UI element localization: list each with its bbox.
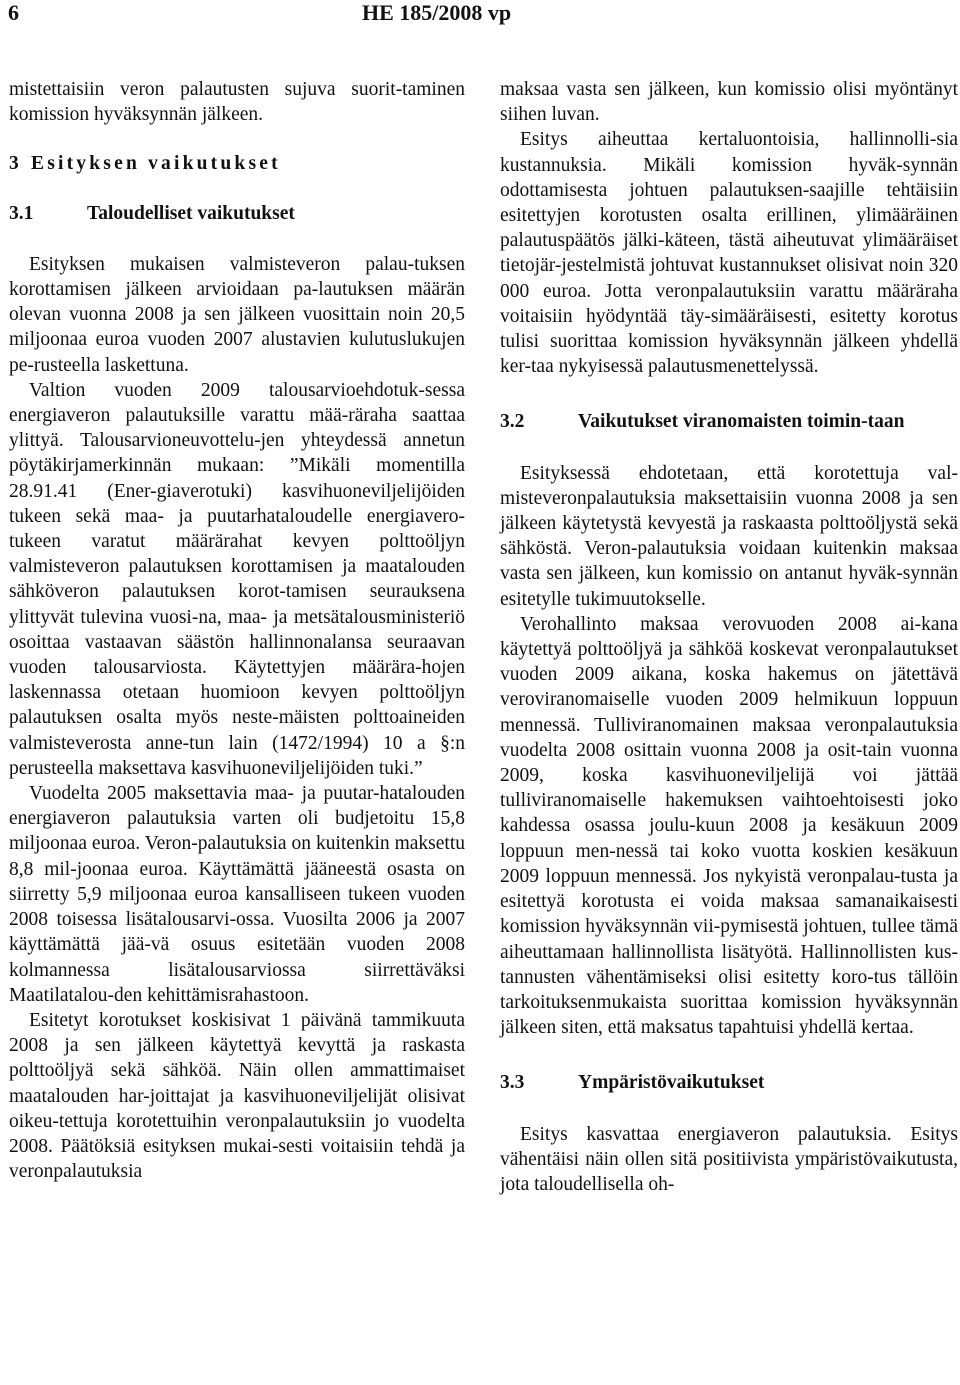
subsection-heading-3-1 <box>9 201 465 226</box>
subsection-title: Vaikutukset viranomaisten toimin-taan <box>578 411 905 433</box>
page-number: 6 <box>8 0 19 25</box>
continuation-paragraph: maksaa vasta sen jälkeen, kun komissio olisi myöntänyt siihen luvan. <box>500 79 958 126</box>
page-header <box>0 0 960 30</box>
document-id: HE 185/2008 vp <box>362 0 512 25</box>
subsection-heading-3-2 <box>500 409 958 434</box>
paragraph: Esityksen mukaisen valmisteveron palau-tuksen korottamisen jälkeen arvioidaan pa-lautuksen määrän olevan vuonna 2008 ja sen jälkeen vuosittain noin 20,5 miljoonaa euroa vuoden 2007 alustavien kulutuslukujen pe-rusteella laskettuna. <box>9 253 465 376</box>
subsection-heading-3-3 <box>500 1070 958 1095</box>
paragraph: Esityksessä ehdotetaan, että korotettuja val-misteveronpalautuksia maksettaisiin vuonna 2008 ja sen jälkeen käytetystä kevyestä ja raskaasta polttoöljystä sekä sähköstä. Veron-palautuksia voidaan kuitenkin maksaa vasta sen jälkeen, kun komissio on antanut hyväk-synnän esitetylle tukimuutokselle. <box>500 462 958 610</box>
subsection-title: Ympäristövaikutukset <box>578 1072 765 1094</box>
section-title: Esityksen vaikutukset <box>31 153 281 175</box>
left-column <box>9 77 465 1184</box>
section-heading <box>9 151 465 176</box>
paragraph: Esitys kasvattaa energiaveron palautuksia. Esitys vähentäisi näin ollen sitä positiivista ympäristövaikutusta, jota taloudellisella oh- <box>500 1123 958 1195</box>
subsection-number: 3.3 <box>500 1072 525 1094</box>
paragraph: Vuodelta 2005 maksettavia maa- ja puutar-hatalouden energiaveron palautuksia varten oli budjetoitu 15,8 miljoonaa euroa. Veron-palautuksia on kuitenkin maksettu 8,8 mil-joonaa euroa. Käyttämättä jääneestä osasta on siirretty 5,9 miljoonaa euroa kansalliseen tukeen vuoden 2008 toisessa lisätalousarvi-ossa. Vuosilta 2006 ja 2007 käyttämättä jää-vä osuus esitetään vuoden 2008 kolmannessa lisätalousarviossa siirrettäväksi Maatilatalou-den kehittämisrahastoon. <box>9 783 465 1006</box>
intro-paragraph: mistettaisiin veron palautusten sujuva suorit-taminen komission hyväksynnän jälkeen. <box>9 79 465 126</box>
subsection-title: Taloudelliset vaikutukset <box>87 202 295 224</box>
paragraph: Verohallinto maksaa verovuoden 2008 ai-kana käytettyä polttoöljyä ja sähköä koskevat veronpalautukset vuoden 2009 aikana, koska hakemus on jätettävä veroviranomaiselle vuoden 2009 helmikuun loppuun mennessä. Tulliviranomainen maksaa veronpalautuksia vuodelta 2008 osittain vuonna 2008 ja osit-tain vuonna 2009, koska kasvihuoneviljelijä voi jättää tulliviranomaiselle hakemuksen vaihtoehtoisesti joko kahdessa osassa joulu-kuun 2008 ja kesäkuun 2009 loppuun men-nessä tai koko vuotta koskien kesäkuun 2009 loppuun mennessä. Jos nykyistä veronpalau-tusta ja esitettyä korotusta ei voida maksaa samanaikaisesti komission hyväksynnän vii-pymisestä johtuen, tullee tämä aiheuttamaan hallinnollista lisätyötä. Hallinnollisten kus-tannusten vähentämiseksi olisi esitetty koro-tus tällöin tarkoituksenmukaista suorittaa komission hyväksynnän jälkeen siten, että maksatus tapahtuisi yhdellä kertaa. <box>500 613 958 1039</box>
paragraph: Valtion vuoden 2009 talousarvioehdotuk-sessa energiaveron palautuksille varattu mää-räraha saattaa ylittyä. Talousarvioneuvottelu-jen yhteydessä annetun pöytäkirjamerkinnän mukaan: ”Mikäli momentilla 28.91.41 (Ener-giaverotuki) kasvihuoneviljelijöiden tukeen sekä maa- ja puutarhataloudelle energiavero-tukeen varatut määrärahat kevyen polttoöljyn valmisteveron palautuksen korottamisen ja maatalouden sähköveron palautuksen korot-tamisen seurauksena ylittyvät tulevina vuosi-na, maa- ja metsätalousministeriö osoittaa vastaavan säästön hallinnonalansa seuraavan vuoden talousarviosta. Käytettyjen määrära-hojen laskennassa otetaan huomioon kevyen polttoöljyn palautuksen osalta myös neste-mäisten polttoaineiden valmisteverosta anne-tun lain (1472/1994) 10 a §:n perusteella maksettava kasvihuoneviljelijöiden tuki.” <box>9 379 465 779</box>
section-number: 3 <box>9 153 19 175</box>
subsection-number: 3.2 <box>500 411 525 433</box>
paragraph: Esitetyt korotukset koskisivat 1 päivänä tammikuuta 2008 ja sen jälkeen käytettyä kevyttä ja raskasta polttoöljyä sekä sähköä. Näin ollen ammattimaiset maatalouden har-joittajat ja kasvihuoneviljelijät olisivat oikeu-tettuja korotettuihin veronpalautuksiin jo vuodelta 2008. Päätöksiä esityksen mukai-sesti voitaisiin tehdä ja veronpalautuksia <box>9 1009 465 1183</box>
subsection-number: 3.1 <box>9 202 34 224</box>
right-column <box>500 77 958 1197</box>
paragraph: Esitys aiheuttaa kertaluontoisia, hallinnolli-sia kustannuksia. Mikäli komission hyväk-synnän odottamisesta johtuen palautuksen-saajille tehtäisiin esitettyjen korotusten osalta erillinen, ylimääräinen palautuspäätös jälki-käteen, tästä aiheutuvat ylimääräiset tietojär-jestelmistä johtuvat kustannukset olisivat noin 320 000 euroa. Jotta veronpalautuksiin varattu määräraha voitaisiin hyödyntää täy-simääräisesti, esitetty korotus tulisi suorittaa komission hyväksynnän jälkeen yhdellä ker-taa nykyisessä palautusmenettelyssä. <box>500 129 958 378</box>
